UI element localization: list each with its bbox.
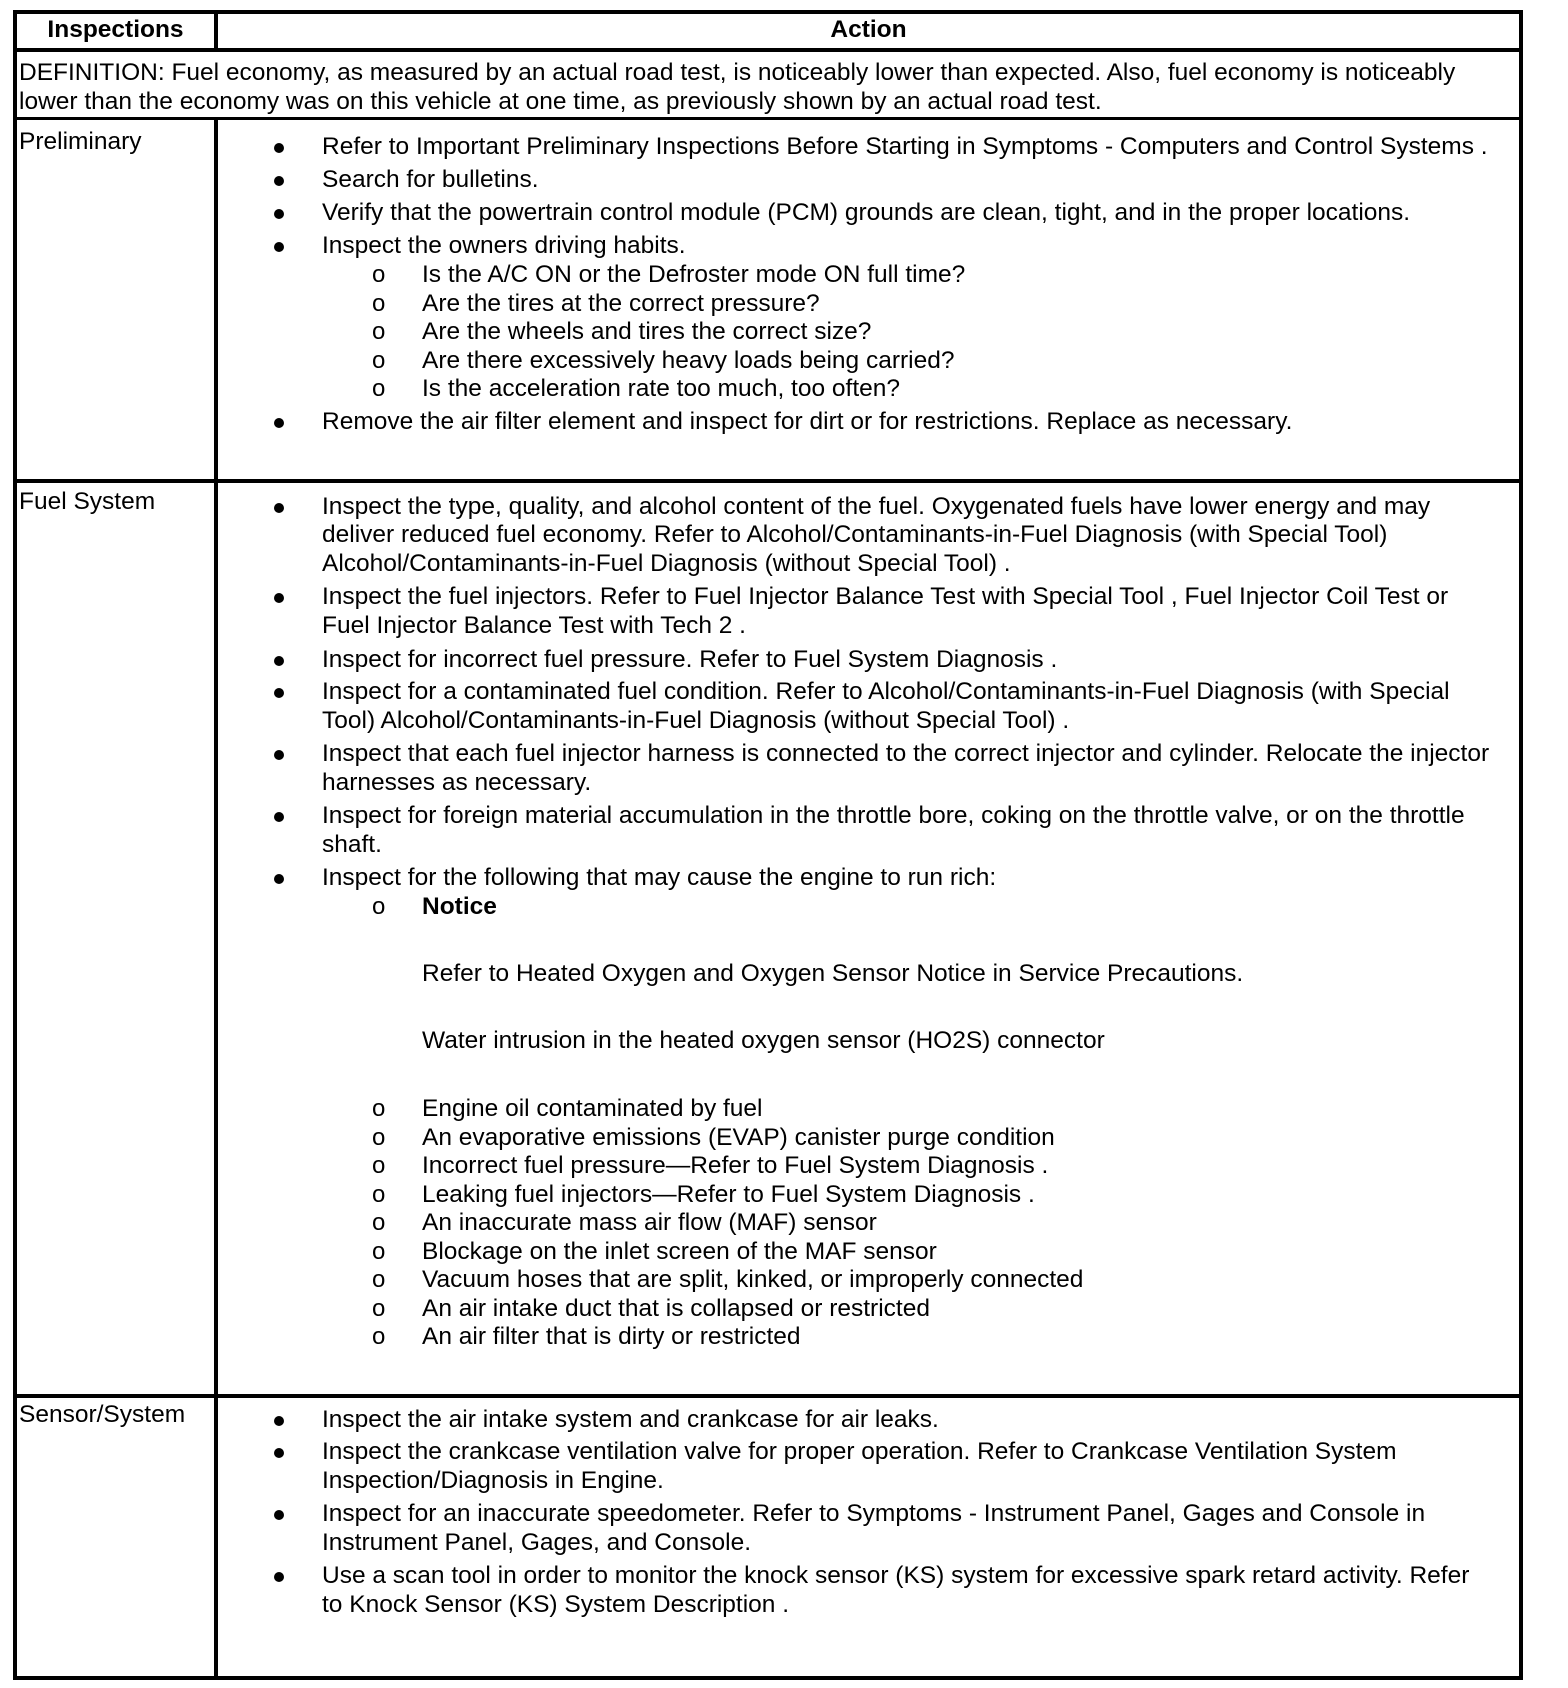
list-item: Inspect the owners driving habits. xyxy=(322,232,686,259)
circle-marker: o xyxy=(372,1209,386,1236)
bullet-marker xyxy=(274,688,284,698)
list-item-continuation: to Knock Sensor (KS) System Description . xyxy=(322,1591,790,1618)
list-item: Inspect for foreign material accumulation in the throttle bore, coking on the throttle valve, or on the throttle xyxy=(322,802,1465,829)
bullet-marker xyxy=(274,209,284,219)
sub-list-item: An air intake duct that is collapsed or restricted xyxy=(422,1295,930,1322)
circle-marker: o xyxy=(372,347,386,374)
definition-line-1: DEFINITION: Fuel economy, as measured by an actual road test, is noticeably lower than expected. Also, fuel economy is noticeably xyxy=(19,59,1456,86)
sub-list-item: Vacuum hoses that are split, kinked, or improperly connected xyxy=(422,1266,1084,1293)
sub-list-item: Engine oil contaminated by fuel xyxy=(422,1095,763,1122)
list-item-continuation: Tool) Alcohol/Contaminants-in-Fuel Diagnosis (without Special Tool) . xyxy=(322,707,1070,734)
bullet-marker xyxy=(274,812,284,822)
list-item: Inspect for incorrect fuel pressure. Refer to Fuel System Diagnosis . xyxy=(322,646,1058,673)
list-item: Inspect the fuel injectors. Refer to Fuel Injector Balance Test with Special Tool , Fuel Injector Coil Test or xyxy=(322,583,1449,610)
circle-marker: o xyxy=(372,318,386,345)
list-item: Inspect the air intake system and crankcase for air leaks. xyxy=(322,1406,939,1433)
column-divider-body xyxy=(214,118,218,1680)
sub-list-item: An evaporative emissions (EVAP) canister purge condition xyxy=(422,1124,1055,1151)
row-label-sensor-system: Sensor/System xyxy=(19,1401,186,1428)
list-item: Inspect the type, quality, and alcohol content of the fuel. Oxygenated fuels have lower energy and may xyxy=(322,493,1431,520)
row-divider-1 xyxy=(13,479,1523,483)
sub-list-item: Are there excessively heavy loads being carried? xyxy=(422,347,955,374)
row-label-preliminary: Preliminary xyxy=(19,128,142,155)
bullet-marker xyxy=(274,1448,284,1458)
sub-list-item: Are the wheels and tires the correct size? xyxy=(422,318,872,345)
list-item-continuation: Fuel Injector Balance Test with Tech 2 . xyxy=(322,612,746,639)
circle-marker: o xyxy=(372,261,386,288)
list-item: Inspect that each fuel injector harness is connected to the correct injector and cylinder. Relocate the injector xyxy=(322,740,1490,767)
header-action: Action xyxy=(830,16,907,43)
list-item: Inspect the crankcase ventilation valve for proper operation. Refer to Crankcase Ventilation System xyxy=(322,1438,1397,1465)
definition-divider xyxy=(13,117,1523,120)
circle-marker: o xyxy=(372,1323,386,1350)
bullet-marker xyxy=(274,593,284,603)
sub-list-item: Incorrect fuel pressure—Refer to Fuel System Diagnosis . xyxy=(422,1152,1049,1179)
bullet-marker xyxy=(274,750,284,760)
row-label-fuel-system: Fuel System xyxy=(19,488,156,515)
notice-item: Water intrusion in the heated oxygen sensor (HO2S) connector xyxy=(422,1027,1105,1054)
list-item: Verify that the powertrain control module (PCM) grounds are clean, tight, and in the proper locations. xyxy=(322,199,1411,226)
sub-list-item: Is the A/C ON or the Defroster mode ON full time? xyxy=(422,261,966,288)
circle-marker: o xyxy=(372,1295,386,1322)
list-item: Refer to Important Preliminary Inspections Before Starting in Symptoms - Computers and Control Systems . xyxy=(322,133,1488,160)
list-item: Inspect for an inaccurate speedometer. Refer to Symptoms - Instrument Panel, Gages and Console in xyxy=(322,1500,1426,1527)
definition-line-2: lower than the economy was on this vehicle at one time, as previously shown by an actual road test. xyxy=(19,88,1102,115)
sub-list-item: Are the tires at the correct pressure? xyxy=(422,290,820,317)
sub-list-item: Blockage on the inlet screen of the MAF sensor xyxy=(422,1238,937,1265)
sub-list-item: An inaccurate mass air flow (MAF) sensor xyxy=(422,1209,877,1236)
circle-marker: o xyxy=(372,1124,386,1151)
bullet-marker xyxy=(274,143,284,153)
bullet-marker xyxy=(274,1416,284,1426)
list-item: Remove the air filter element and inspect for dirt or for restrictions. Replace as necessary. xyxy=(322,408,1293,435)
bullet-marker xyxy=(274,874,284,884)
circle-marker: o xyxy=(372,1238,386,1265)
sub-list-item: Leaking fuel injectors—Refer to Fuel System Diagnosis . xyxy=(422,1181,1035,1208)
header-inspections: Inspections xyxy=(47,16,184,43)
circle-marker: o xyxy=(372,1266,386,1293)
list-item: Inspect for the following that may cause the engine to run rich: xyxy=(322,864,997,891)
bullet-marker xyxy=(274,418,284,428)
bullet-marker xyxy=(274,1510,284,1520)
list-item: Inspect for a contaminated fuel condition. Refer to Alcohol/Contaminants-in-Fuel Diagnosis (with Special xyxy=(322,678,1450,705)
list-item: Use a scan tool in order to monitor the knock sensor (KS) system for excessive spark retard activity. Refer xyxy=(322,1562,1470,1589)
list-item-continuation: Alcohol/Contaminants-in-Fuel Diagnosis (without Special Tool) . xyxy=(322,550,1011,577)
bullet-marker xyxy=(274,1572,284,1582)
circle-marker: o xyxy=(372,375,386,402)
bullet-marker xyxy=(274,503,284,513)
bullet-marker xyxy=(274,176,284,186)
sub-list-item: Is the acceleration rate too much, too often? xyxy=(422,375,901,402)
header-divider xyxy=(13,48,1523,52)
list-item-continuation: deliver reduced fuel economy. Refer to Alcohol/Contaminants-in-Fuel Diagnosis (with Special Tool) xyxy=(322,521,1388,548)
circle-marker: o xyxy=(372,1181,386,1208)
sub-list-item: An air filter that is dirty or restricted xyxy=(422,1323,801,1350)
bullet-marker xyxy=(274,242,284,252)
notice-title: Notice xyxy=(422,893,497,920)
list-item-continuation: Inspection/Diagnosis in Engine. xyxy=(322,1467,664,1494)
row-divider-2 xyxy=(13,1394,1523,1398)
list-item-continuation: shaft. xyxy=(322,831,382,858)
list-item: Search for bulletins. xyxy=(322,166,539,193)
list-item-continuation: Instrument Panel, Gages, and Console. xyxy=(322,1529,752,1556)
circle-marker: o xyxy=(372,290,386,317)
notice-text: Refer to Heated Oxygen and Oxygen Sensor Notice in Service Precautions. xyxy=(422,960,1244,987)
circle-marker: o xyxy=(372,1095,386,1122)
circle-marker: o xyxy=(372,1152,386,1179)
bullet-marker xyxy=(274,656,284,666)
circle-marker: o xyxy=(372,893,386,920)
list-item-continuation: harnesses as necessary. xyxy=(322,769,592,796)
